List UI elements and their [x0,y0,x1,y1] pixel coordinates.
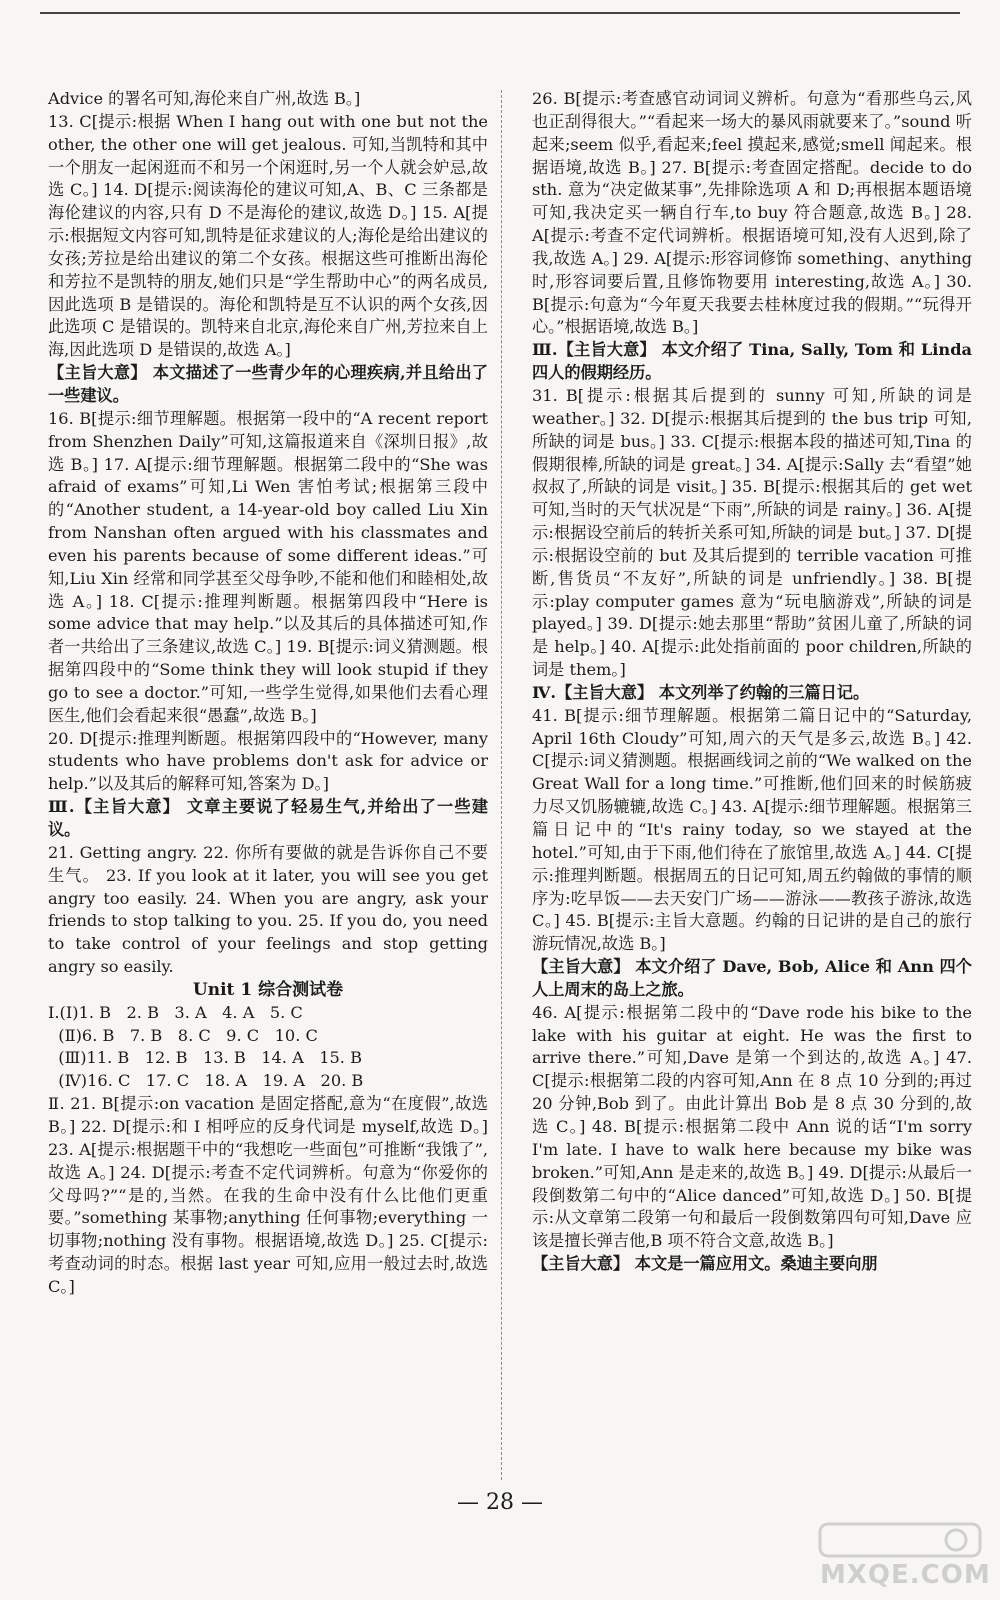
main-idea-heading: Ⅲ.【主旨大意】 本文介绍了 Tina, Sally, Tom 和 Linda 四人的假期经历。 [532,340,972,383]
main-idea-heading: 【主旨大意】 本文描述了一些青少年的心理疾病,并且给出了一些建议。 [48,363,488,405]
answer-row: Ⅰ.(Ⅰ)1. B 2. B 3. A 4. A 5. C [48,1002,303,1022]
answer-paragraph: 26. B[提示:考查感官动词词义辨析。句意为“看那些乌云,风也正刮得很大。”“看起来一场大的暴风雨就要来了。”sound 听起来;seem 似乎,看起来;feel 摸起来,感觉;smell 闻起来。根据语境,故选 B。] 27. B[提示:考查固定搭配。decide to do sth. 意为“决定做某事”,先排除选项 A 和 D;再根据本题语境可知,我决定买一辆自行车,to buy 符合题意,故选 B。] 28. A[提示:考查不定代词辨析。根据语境可知,没有人迟到,除了我,故选 A。] 29. A[提示:形容词修饰 something、anything 时,形容词要后置,且修饰物要用 interesting,故选 A。] 30. B[提示:句意为“今年夏天我要去桂林度过我的假期。”“玩得开心。”根据语境,故选 B。] [532,89,972,337]
watermark-logo [816,1520,991,1590]
page-number: — 28 — [457,1490,543,1515]
answer-paragraph: 31. B[提示:根据其后提到的 sunny 可知,所缺的词是 weather。] 32. D[提示:根据其后提到的 the bus trip 可知,所缺的词是 bus。] 33. C[提示:根据本段的描述可知,Tina 的假期很棒,所缺的词是 great。] 34. A[提示:Sally 去“看望”她叔叔了,所缺的词是 visit。] 35. B[提示:根据其后的 get wet 可知,当时的天气状况是“下雨”,所缺的词是 rainy。] 36. A[提示:根据设空前后的转折关系可知,所缺的词是 but。] 37. D[提示:根据设空前的 but 及其后提到的 terrible vacation 可推断,售货员“不友好”,所缺的词是 unfriendly。] 38. B[提示:play computer games 意为“玩电脑游戏”,所缺的词是 played。] 39. D[提示:她去那里“帮助”贫困儿童了,所缺的词是 help。] 40. A[提示:此处指前面的 poor children,所缺的词是 them。] [532,385,972,680]
main-idea-heading: 【主旨大意】 本文是一篇应用文。桑迪主要向朋 [532,1254,878,1274]
answer-paragraph: Ⅱ. 21. B[提示:on vacation 是固定搭配,意为“在度假”,故选 B。] 22. D[提示:和 I 相呼应的反身代词是 myself,故选 D。] 23. A[提示:根据题干中的“我想吃一些面包”可推断“我饿了”,故选 A。] 24. D[提示:考查不定代词辨析。句意为“你爱你的父母吗?”“是的,当然。在我的生命中没有什么比他们更重要。”something 某事物;anything 任何事物;everything 一切事物;nothing 没有事物。根据语境,故选 D。] 25. C[提示:考查动词的时态。根据 last year 可知,应用一般过去时,故选 C。] [48,1094,488,1296]
answer-paragraph: 41. B[提示:细节理解题。根据第二篇日记中的“Saturday, April 16th Cloudy”可知,周六的天气是多云,故选 B。] 42. C[提示:词义猜测题。根据画线词之前的“We walked on the Great Wall for a long time.”可推断,他们回来的时候筋疲力尽又饥肠辘辘,故选 C。] 43. A[提示:细节理解题。根据第三篇日记中的“It's rainy today, so we stayed at the hotel.”可知,由于下雨,他们待在了旅馆里,故选 A。] 44. C[提示:推理判断题。根据周五的日记可知,周五约翰做的事情的顺序为:吃早饭——去天安门广场——游泳——教孩子游泳,故选 C。] 45. B[提示:主旨大意题。约翰的日记讲的是自己的旅行游玩情况,故选 B。] [532,705,972,954]
left-column [48,88,488,1299]
main-idea-heading: Ⅲ.【主旨大意】 文章主要说了轻易生气,并给出了一些建议。 [48,797,488,839]
answer-paragraph: 13. C[提示:根据 When I hang out with one but not the other, the other one will get jealous. 可知,当凯特和其中一个朋友一起闲逛而不和另一个闲逛时,另一个人就会妒忌,故选 C。] 14. D[提示:阅读海伦的建议可知,A、B、C 三条都是海伦建议的内容,只有 D 不是海伦的建议,故选 D。] 15. A[提示:根据短文内容可知,凯特是征求建议的人;海伦是给出建议的女孩;芳拉是给出建议的第二个女孩。根据这些可推断出海伦和芳拉不是凯特的朋友,她们只是“学生帮助中心”的两名成员,因此选项 B 是错误的。海伦和凯特是互不认识的两个女孩,因此选项 C 是错误的。凯特来自北京,海伦来自广州,芳拉来自上海,因此选项 D 是错误的,故选 A。] [48,111,488,360]
main-idea-heading: 【主旨大意】 本文介绍了 Dave, Bob, Alice 和 Ann 四个人上周末的岛上之旅。 [532,957,972,999]
answer-paragraph: 46. A[提示:根据第二段中的“Dave rode his bike to the lake with his guitar at eight. He was the first to arrive there.”可知,Dave 是第一个到达的,故选 A。] 47. C[提示:根据第二段的内容可知,Ann 在 8 点 10 分到的;再过 20 分钟,Bob 到了。由此计算出 Bob 是 8 点 30 分到的,故选 C。] 48. B[提示:根据第二段中 Ann 说的话“I'm sorry I'm late. I have to walk here because my bike was broken.”可知,Ann 是走来的,故选 B。] 49. D[提示:从最后一段倒数第二句中的“Alice danced”可知,故选 D。] 50. B[提示:从文章第二段第一句和最后一段倒数第四句可知,Dave 应该是擅长弹吉他,B 项不符合文意,故选 B。] [532,1002,972,1251]
right-column [532,88,972,1276]
answer-row: (Ⅳ)16. C 17. C 18. A 19. A 20. B [48,1071,364,1091]
answer-row: (Ⅱ)6. B 7. B 8. C 9. C 10. C [48,1025,318,1045]
answer-paragraph: 20. D[提示:推理判断题。根据第四段中的“However, many students who have problems don't ask for advice or help.”以及其后的解释可知,答案为 D。] [48,728,488,794]
answer-paragraph: 16. B[提示:细节理解题。根据第一段中的“A recent report from Shenzhen Daily”可知,这篇报道来自《深圳日报》,故选 B。] 17. A[提示:细节理解题。根据第二段中的“She was afraid of exams”可知,Li Wen 害怕考试;根据第三段中的“Another student, a 14-year-old boy called Liu Xin from Nanshan often argued with his classmates and even his parents because of some different ideas.”可知,Liu Xin 经常和同学甚至父母争吵,不能和他们和睦相处,故选 A。] 18. C[提示:推理判断题。根据第四段中“Here is some advice that may help.”以及其后的具体描述可知,作者一共给出了三条建议,故选 C。] 19. B[提示:词义猜测题。根据第四段中的“Some think they will look stupid if they go to see a doctor.”可知,一些学生觉得,如果他们去看心理医生,他们会看起来很“愚蠢”,故选 B。] [48,408,488,725]
unit-test-title: Unit 1 综合测试卷 [192,979,344,1000]
main-idea-heading: Ⅳ.【主旨大意】 本文列举了约翰的三篇日记。 [532,682,870,702]
top-rule [40,12,960,14]
answer-paragraph: 21. Getting angry. 22. 你所有要做的就是告诉你自己不要生气。 23. If you look at it later, you will see you get angry too easily. 24. When you are angry, ask your friends to stop talking to you. 25. If you do, you need to take control of your feelings and stop getting angry so easily. [48,842,488,977]
answer-row: (Ⅲ)11. B 12. B 13. B 14. A 15. B [48,1048,362,1068]
answer-paragraph: Advice 的署名可知,海伦来自广州,故选 B。] [48,89,361,108]
watermark-stamp-icon [816,1520,986,1560]
watermark-text: MXQE.COM [820,1560,991,1590]
column-divider [501,90,502,1480]
